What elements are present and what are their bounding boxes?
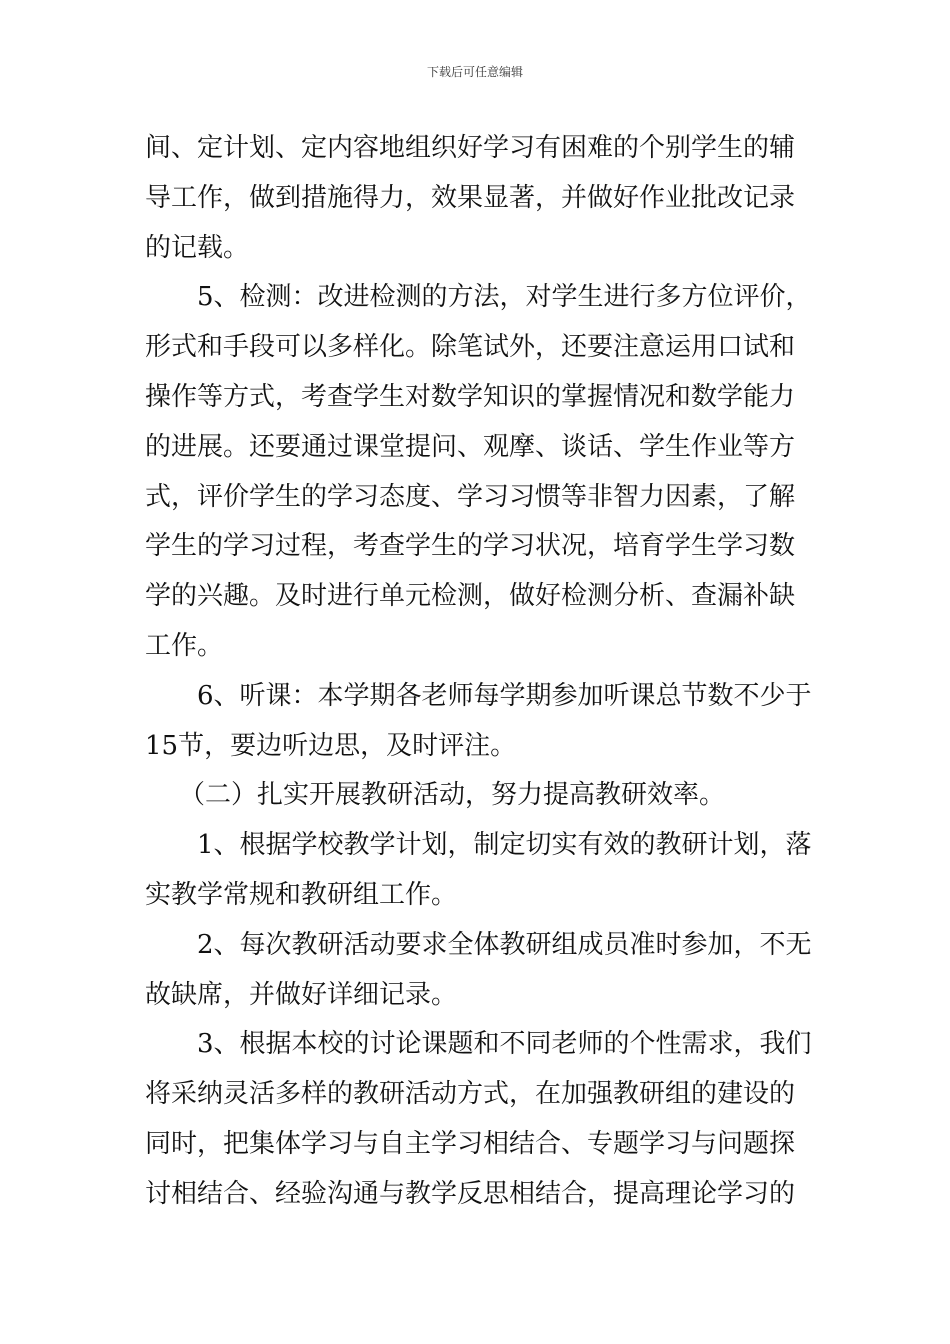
text-line: 学生的学习过程，考查学生的学习状况，培育学生学习数 [145,531,796,562]
text-line: 导工作，做到措施得力，效果显著，并做好作业批改记录 [145,182,796,213]
text-line: 故缺席，并做好详细记录。 [145,979,458,1010]
text-line: 将采纳灵活多样的教研活动方式，在加强教研组的建设的 [145,1079,796,1110]
text-line: 6、听课：本学期各老师每学期参加听课总节数不少于 [197,680,812,711]
text-line: （二）扎实开展教研活动，努力提高教研效率。 [179,780,726,811]
text-line: 操作等方式，考查学生对数学知识的掌握情况和数学能力 [145,381,796,412]
text-line: 讨相结合、经验沟通与教学反思相结合，提高理论学习的 [145,1178,796,1209]
text-line: 15节，要边听边思，及时评注。 [145,730,517,761]
text-line: 3、根据本校的讨论课题和不同老师的个性需求，我们 [197,1029,812,1060]
text-line: 2、每次教研活动要求全体教研组成员准时参加，不无 [197,929,812,960]
text-line: 间、定计划、定内容地组织好学习有困难的个别学生的辅 [145,133,796,163]
text-line: 实教学常规和教研组工作。 [145,879,458,910]
text-line: 5、检测：改进检测的方法，对学生进行多方位评价， [197,282,812,313]
text-line: 的进展。还要通过课堂提问、观摩、谈话、学生作业等方 [145,431,796,462]
text-line: 式，评价学生的学习态度、学习习惯等非智力因素，了解 [145,481,796,512]
text-line: 工作。 [145,630,224,661]
text-line: 的记载。 [145,232,250,263]
text-line: 1、根据学校教学计划，制定切实有效的教研计划，落 [197,830,812,861]
page-header: 下载后可任意编辑 [426,65,523,79]
text-line: 学的兴趣。及时进行单元检测，做好检测分析、查漏补缺 [145,581,796,612]
document-body [145,124,815,1220]
text-line: 同时，把集体学习与自主学习相结合、专题学习与问题探 [145,1128,796,1159]
text-line: 形式和手段可以多样化。除笔试外，还要注意运用口试和 [145,332,796,363]
